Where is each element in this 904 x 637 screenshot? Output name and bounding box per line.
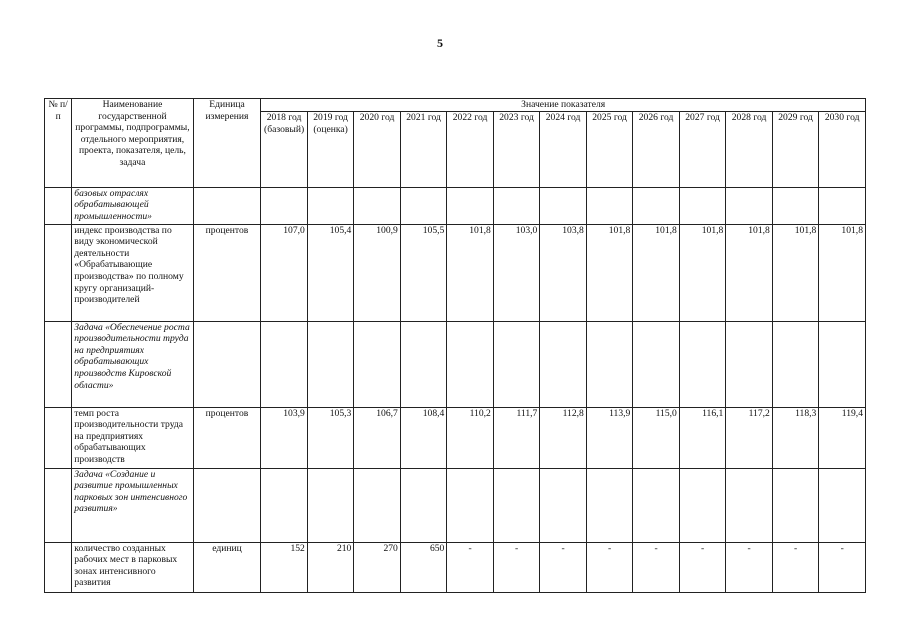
value-cell — [400, 321, 447, 407]
value-cell: 112,8 — [540, 407, 587, 468]
value-cell: 101,8 — [586, 224, 633, 321]
value-cell: 110,2 — [447, 407, 494, 468]
value-cell — [679, 321, 726, 407]
value-cell — [726, 468, 773, 542]
header-indicator-value: Значение показателя — [261, 99, 866, 112]
header-year: 2027 год — [679, 111, 726, 187]
value-cell — [819, 321, 866, 407]
unit-cell: единиц — [193, 542, 261, 592]
value-cell: 103,8 — [540, 224, 587, 321]
value-cell — [400, 187, 447, 224]
value-cell — [354, 321, 401, 407]
value-cell: 103,9 — [261, 407, 308, 468]
value-cell — [726, 321, 773, 407]
value-cell: - — [772, 542, 819, 592]
header-year: 2025 год — [586, 111, 633, 187]
indicator-table — [44, 98, 866, 593]
value-cell: 108,4 — [400, 407, 447, 468]
value-cell — [586, 321, 633, 407]
value-cell: 100,9 — [354, 224, 401, 321]
header-name: Наименование государственной программы, подпрограммы, отдельного мероприятия, проекта, показателя, цель, задача — [72, 99, 193, 188]
value-cell — [819, 468, 866, 542]
task-row — [45, 187, 866, 224]
header-year: 2021 год — [400, 111, 447, 187]
header-year: 2029 год — [772, 111, 819, 187]
value-cell: 115,0 — [633, 407, 680, 468]
value-cell — [261, 321, 308, 407]
value-cell: 105,3 — [307, 407, 354, 468]
value-cell: 152 — [261, 542, 308, 592]
value-cell: 119,4 — [819, 407, 866, 468]
value-cell: 210 — [307, 542, 354, 592]
value-cell — [493, 468, 540, 542]
page-number: 5 — [437, 36, 443, 50]
header-year: 2022 год — [447, 111, 494, 187]
task-name: Задача «Создание и развитие промышленных парковых зон интенсивного развития» — [72, 468, 193, 542]
value-cell: 101,8 — [726, 224, 773, 321]
value-cell: - — [633, 542, 680, 592]
value-cell — [261, 187, 308, 224]
header-year: 2023 год — [493, 111, 540, 187]
value-cell — [540, 187, 587, 224]
task-row — [45, 468, 866, 542]
value-cell: - — [493, 542, 540, 592]
value-cell — [261, 468, 308, 542]
value-cell — [772, 468, 819, 542]
value-cell: 650 — [400, 542, 447, 592]
value-cell — [447, 321, 494, 407]
value-cell — [679, 187, 726, 224]
value-cell — [307, 187, 354, 224]
value-cell: 105,5 — [400, 224, 447, 321]
value-cell — [679, 468, 726, 542]
value-cell: - — [819, 542, 866, 592]
value-cell: 101,8 — [819, 224, 866, 321]
header-year: 2030 год — [819, 111, 866, 187]
value-cell: 118,3 — [772, 407, 819, 468]
value-cell — [447, 187, 494, 224]
value-cell — [772, 321, 819, 407]
value-cell: 101,8 — [447, 224, 494, 321]
value-cell — [400, 468, 447, 542]
value-cell — [540, 321, 587, 407]
value-cell: - — [726, 542, 773, 592]
value-cell: 113,9 — [586, 407, 633, 468]
header-num: № п/п — [45, 99, 72, 188]
value-cell — [354, 468, 401, 542]
value-cell — [354, 187, 401, 224]
unit-cell — [193, 321, 261, 407]
unit-cell: процентов — [193, 224, 261, 321]
value-cell — [819, 187, 866, 224]
value-cell — [307, 321, 354, 407]
unit-cell — [193, 468, 261, 542]
row-number-cell — [45, 321, 72, 407]
indicator-row — [45, 407, 866, 468]
value-cell: - — [447, 542, 494, 592]
task-row — [45, 321, 866, 407]
value-cell — [726, 187, 773, 224]
row-number-cell — [45, 187, 72, 224]
value-cell — [633, 321, 680, 407]
indicator-name: индекс производства по виду экономической деятельности «Обрабатывающие производства» по полному кругу организаций-производителей — [72, 224, 193, 321]
value-cell: 270 — [354, 542, 401, 592]
value-cell — [586, 468, 633, 542]
header-year: 2018 год (базовый) — [261, 111, 308, 187]
value-cell: 107,0 — [261, 224, 308, 321]
value-cell: 111,7 — [493, 407, 540, 468]
indicator-row — [45, 542, 866, 592]
value-cell: 105,4 — [307, 224, 354, 321]
value-cell: - — [540, 542, 587, 592]
value-cell: - — [679, 542, 726, 592]
task-name: базовых отраслях обрабатывающей промышленности» — [72, 187, 193, 224]
value-cell — [307, 468, 354, 542]
value-cell: 117,2 — [726, 407, 773, 468]
unit-cell — [193, 187, 261, 224]
indicator-row — [45, 224, 866, 321]
value-cell — [633, 187, 680, 224]
value-cell: 101,8 — [772, 224, 819, 321]
indicator-name: количество созданных рабочих мест в парковых зонах интенсивного развития — [72, 542, 193, 592]
value-cell: 101,8 — [679, 224, 726, 321]
row-number-cell — [45, 407, 72, 468]
row-number-cell — [45, 224, 72, 321]
value-cell — [493, 187, 540, 224]
value-cell — [540, 468, 587, 542]
unit-cell: процентов — [193, 407, 261, 468]
value-cell: 101,8 — [633, 224, 680, 321]
value-cell: 103,0 — [493, 224, 540, 321]
value-cell — [586, 187, 633, 224]
value-cell — [493, 321, 540, 407]
indicator-name: темп роста производительности труда на предприятиях обрабатывающих производств — [72, 407, 193, 468]
value-cell: 106,7 — [354, 407, 401, 468]
value-cell — [447, 468, 494, 542]
header-unit: Единица измерения — [193, 99, 261, 188]
row-number-cell — [45, 468, 72, 542]
header-year: 2020 год — [354, 111, 401, 187]
value-cell: 116,1 — [679, 407, 726, 468]
value-cell: - — [586, 542, 633, 592]
header-year: 2028 год — [726, 111, 773, 187]
header-year: 2026 год — [633, 111, 680, 187]
task-name: Задача «Обеспечение роста производительности труда на предприятиях обрабатывающих производств Кировской области» — [72, 321, 193, 407]
value-cell — [772, 187, 819, 224]
header-year: 2024 год — [540, 111, 587, 187]
header-year: 2019 год (оценка) — [307, 111, 354, 187]
value-cell — [633, 468, 680, 542]
row-number-cell — [45, 542, 72, 592]
